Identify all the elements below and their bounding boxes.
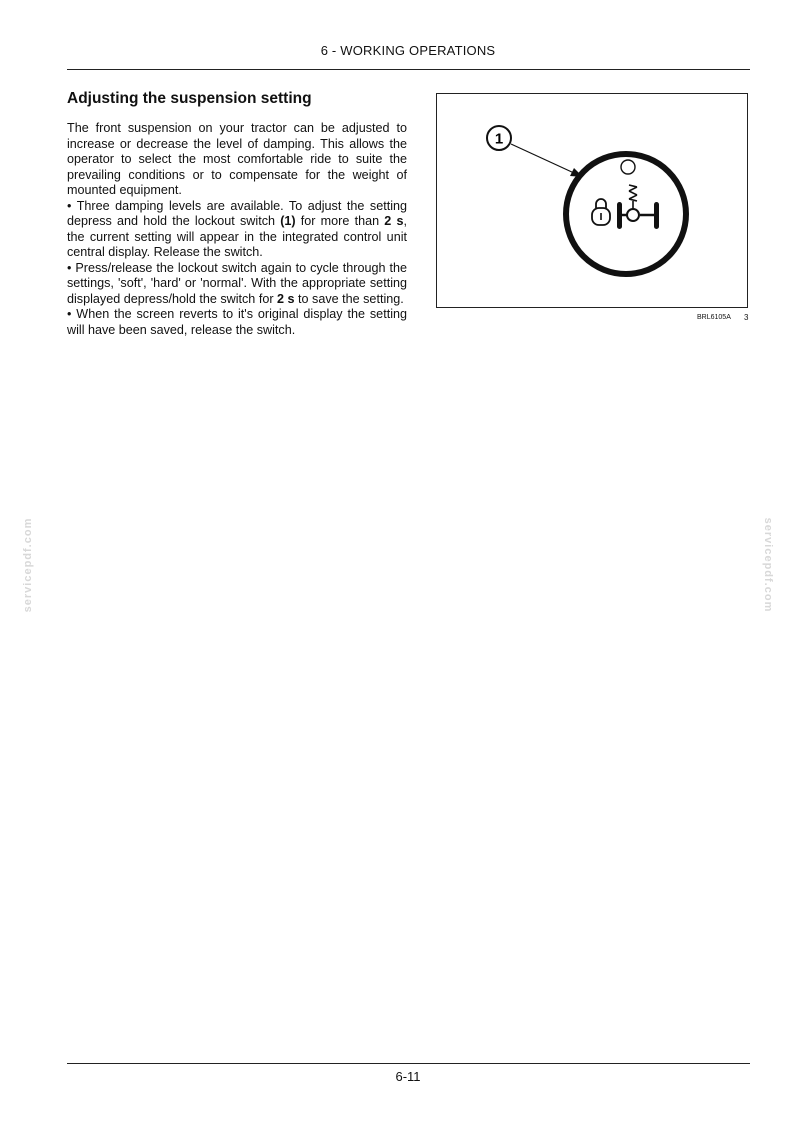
figure-reference-code: BRL6105A [697, 314, 731, 321]
time-value: 2 s [277, 291, 295, 306]
bullet-damping-levels [67, 199, 407, 261]
figure-lockout-switch [436, 93, 748, 308]
bullet-text: • Press/release the lockout switch again to cycle through the settings, 'soft', 'hard' or 'normal'. With the appropriate setting displayed depress/hold the switch for [67, 260, 407, 306]
section-title: Adjusting the suspension setting [67, 90, 312, 107]
page-number: 6-11 [395, 1069, 421, 1084]
watermark-left: servicepdf.com [22, 517, 34, 613]
paragraph-intro: The front suspension on your tractor can be adjusted to increase or decrease the level of damping. This allows the operator to select the most comfortable ride to suite the prevailing conditions or to compensate for the weight of mounted equipment. [67, 121, 407, 197]
bullet-save-setting: • When the screen reverts to it's original display the setting will have been saved, release the switch. [67, 307, 407, 337]
lockout-switch-illustration [437, 94, 749, 309]
bullet-text: to save the setting. [294, 291, 404, 306]
figure-number: 3 [744, 313, 749, 322]
callout-number: 1 [494, 130, 504, 148]
body-text [67, 121, 407, 338]
page-header-title: 6 - WORKING OPERATIONS [320, 43, 496, 58]
switch-reference: (1) [280, 214, 296, 228]
bullet-cycle-settings [67, 261, 407, 308]
header-divider [67, 69, 750, 70]
footer-divider [67, 1063, 750, 1064]
watermark-right: servicepdf.com [762, 517, 774, 613]
callout-leader-line [511, 144, 574, 173]
bullet-text: , the current setting will appear in the integrated control unit central display. Release the switch. [67, 214, 407, 259]
bullet-text: • Three damping levels are available. To adjust the setting depress and hold the lockout switch [67, 198, 407, 228]
time-value: 2 s [384, 214, 404, 228]
bullet-text: for more than [295, 214, 385, 228]
